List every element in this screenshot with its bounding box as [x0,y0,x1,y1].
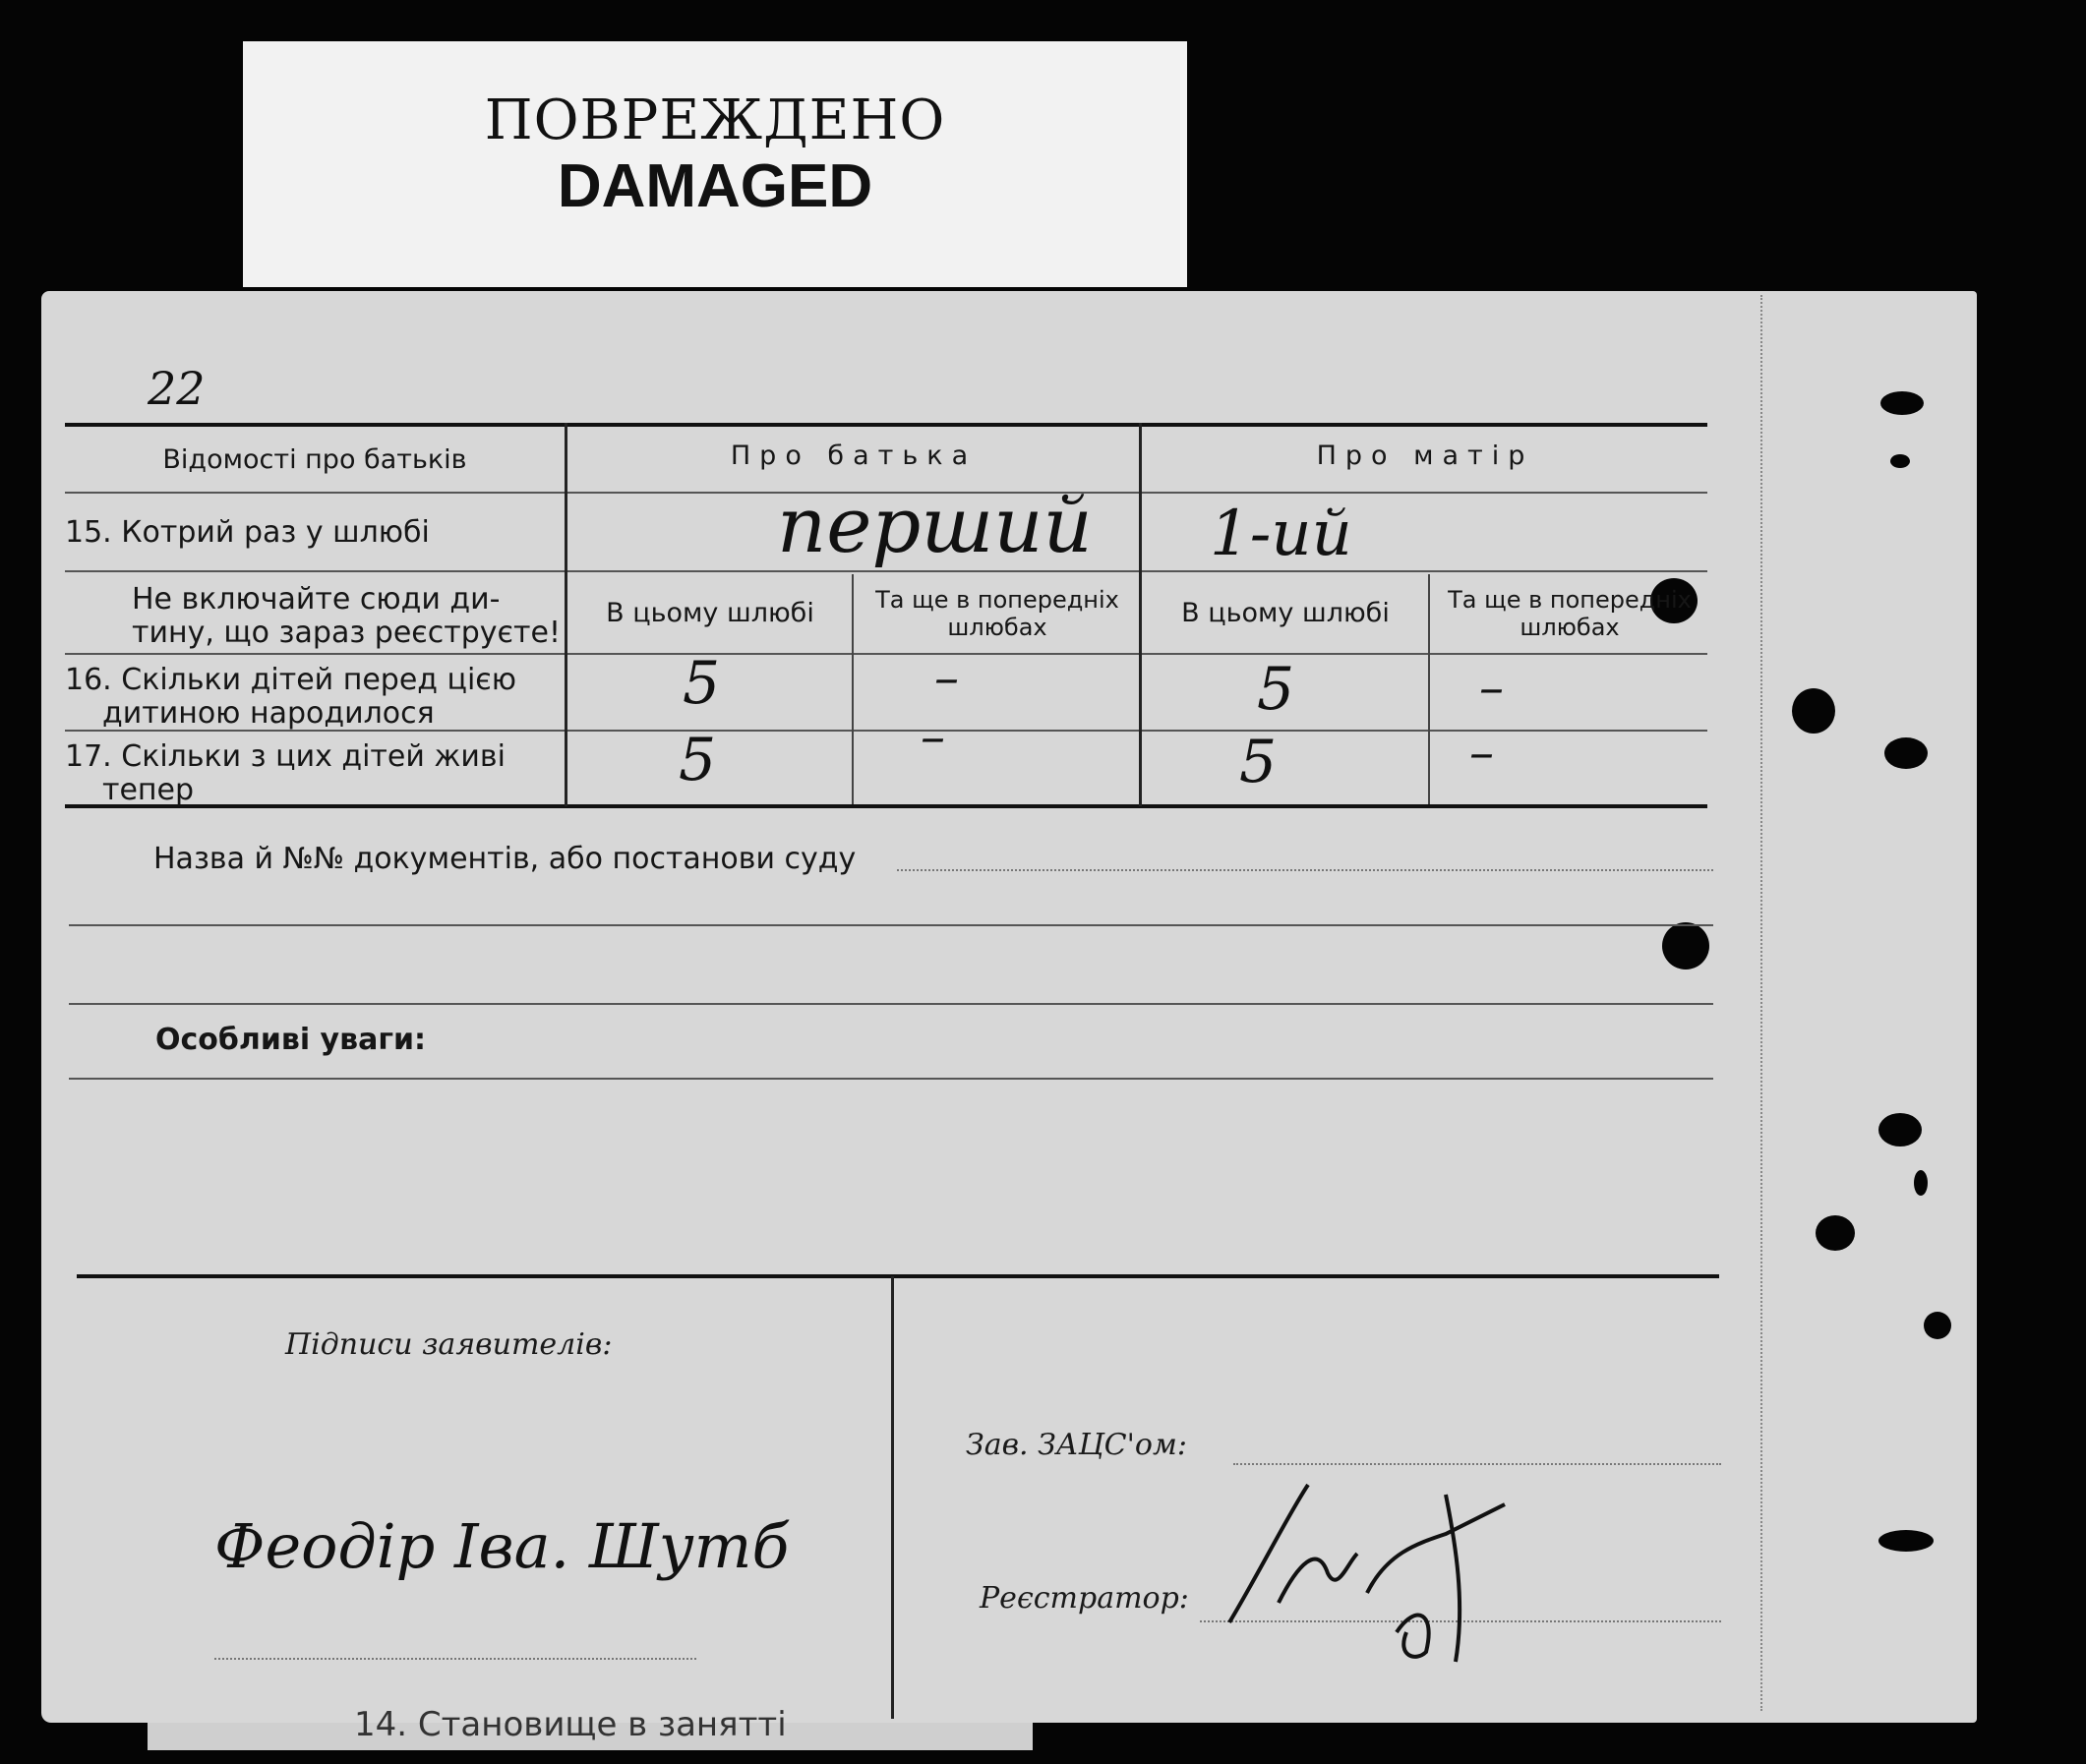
head-of-registry-label: Зав. ЗАЦС'ом: [966,1428,1187,1462]
punch-hole [1880,391,1924,415]
col-divider-mother-sub [1428,574,1430,804]
father-previous-marriages-header-line1: Та ще в попередніх [875,586,1119,614]
punch-hole [1884,737,1928,769]
punch-hole [1662,922,1709,970]
remarks-label: Особливі уваги: [155,1023,427,1057]
registrar-signature [1220,1455,1534,1672]
documents-line-3 [69,1003,1713,1005]
corner-number: 22 [148,362,206,415]
punch-hole [1878,1530,1934,1552]
col-divider-1 [565,423,567,806]
damaged-stamp-label [243,41,1187,287]
documents-label: Назва й №№ документів, або постанови суду [153,842,857,876]
note-line1: Не включайте сюди ди- [132,582,501,617]
row16-mother-current: 5 [1257,655,1295,724]
stamp-line-ru: ПОВРЕЖДЕНО [484,88,946,152]
note-line2: тину, що зараз реєструєте! [132,616,561,650]
remarks-line [69,1078,1713,1080]
father-previous-marriages-header-line2: шлюбах [947,614,1047,641]
row15-mother-value: 1-ий [1210,498,1352,570]
signatures-top-rule [77,1274,1719,1278]
header-parents-info: Відомості про батьків [162,444,467,475]
header-father: Про батька [730,441,978,471]
applicants-signature-label: Підписи заявителів: [285,1327,613,1362]
applicant-signature-line [214,1658,696,1660]
applicant-signature: Феодір Іва. Шутб [214,1510,790,1582]
perforation-line [1760,295,1762,1711]
table-bottom-rule [65,804,1707,808]
mother-current-marriage-header: В цьому шлюбі [1181,598,1390,628]
father-current-marriage-header: В цьому шлюбі [606,598,814,628]
row15-rule [65,570,1707,572]
mother-previous-marriages-header-line2: шлюбах [1520,614,1620,641]
row17-label-line1: 17. Скільки з цих дітей живі [65,739,506,774]
row17-mother-current: 5 [1239,728,1278,796]
row15-label: 15. Котрий раз у шлюбі [65,515,430,550]
punch-hole [1816,1215,1855,1251]
col-divider-father-sub [852,574,854,804]
punch-hole [1924,1312,1951,1339]
punch-hole [1792,688,1835,734]
row16-father-previous: – [934,649,959,706]
punch-hole [1890,454,1910,468]
documents-line-2 [69,924,1713,926]
header-mother: Про матір [1316,441,1534,471]
documents-dotted-line [897,869,1713,871]
col-divider-2 [1139,423,1142,806]
back-page-text: 14. Становище в занятті [354,1705,787,1744]
row17-mother-previous: – [1469,724,1494,781]
punch-hole [1914,1170,1928,1196]
row16-label-line1: 16. Скільки дітей перед цією [65,663,517,697]
note-rule [65,653,1707,655]
registrar-label: Реєстратор: [980,1581,1189,1616]
row16-mother-previous: – [1479,659,1504,716]
row16-father-current: 5 [683,649,721,718]
mother-previous-marriages-header-line1: Та ще в попередніх [1448,586,1692,614]
row17-father-current: 5 [679,726,717,794]
row15-father-value: перший [777,482,1093,570]
row17-label-line2: тепер [102,773,195,807]
signatures-divider [891,1276,894,1719]
stamp-line-en: DAMAGED [557,152,873,220]
table-top-rule [65,423,1707,427]
row16-label-line2: дитиною народилося [102,696,435,731]
punch-hole [1878,1113,1922,1147]
row17-father-previous: – [921,708,945,765]
